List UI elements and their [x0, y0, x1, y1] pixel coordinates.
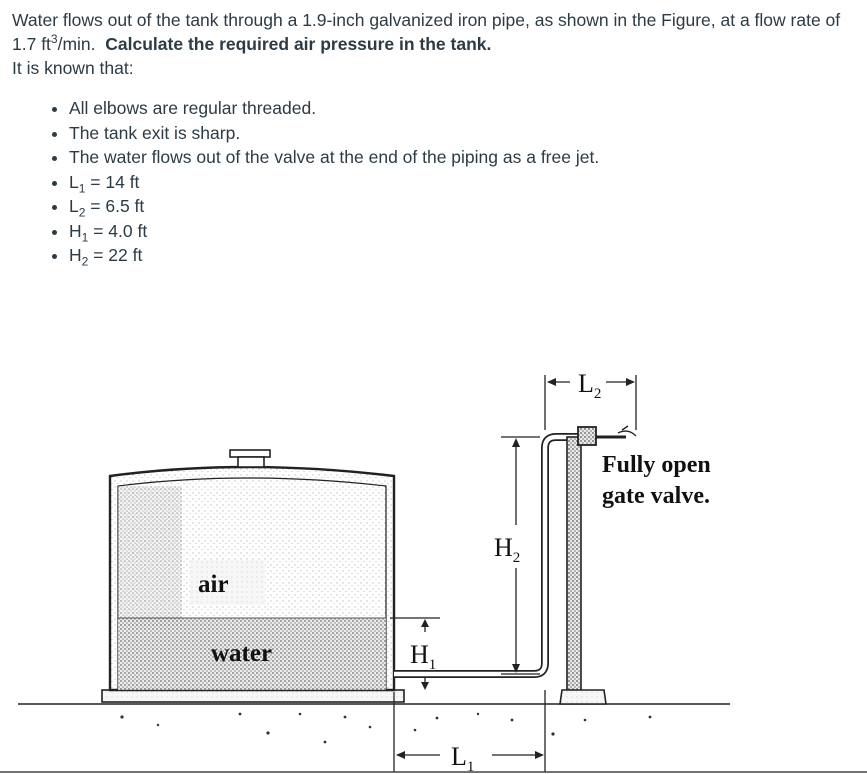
condition-item	[69, 243, 857, 268]
condition-symbol: H	[69, 220, 82, 241]
condition-item	[69, 219, 857, 244]
pipe-horizontal-inner	[394, 437, 584, 674]
problem-statement	[12, 8, 857, 268]
tank-left-wall-texture	[118, 486, 182, 626]
intro-text: Water flows out of the tank through a 1.9-inch galvanized iron pipe, as shown in the Figure, at a flow rate of 1.7 ft	[12, 10, 841, 54]
condition-text: All elbows are regular threaded.	[69, 98, 317, 118]
known-label: It is known that:	[12, 58, 134, 78]
condition-item	[69, 194, 857, 219]
air-label: air	[198, 571, 229, 598]
condition-value: = 14 ft	[85, 171, 140, 192]
tank-foundation	[102, 690, 404, 702]
condition-subscript: 2	[81, 254, 89, 269]
condition-item	[69, 145, 857, 170]
condition-item	[69, 121, 857, 146]
valve-label-line1: Fully open	[602, 452, 711, 478]
tank-piping-figure	[0, 350, 867, 774]
intro-text-unit: /min.	[57, 34, 96, 54]
question-text: Calculate the required air pressure in the tank.	[105, 34, 492, 54]
intro-exponent: 3	[50, 32, 58, 47]
condition-subscript: 1	[81, 230, 89, 244]
pipe-horizontal	[394, 437, 584, 674]
pipe-support-column	[567, 437, 581, 692]
condition-symbol: L	[69, 171, 79, 192]
condition-text: The tank exit is sharp.	[69, 122, 241, 143]
gate-valve-icon	[578, 426, 636, 445]
condition-subscript: 1	[78, 181, 86, 195]
l2-label: $L_2$	[578, 369, 602, 402]
condition-symbol: H	[69, 245, 82, 265]
ground-dots	[120, 713, 651, 744]
condition-item	[69, 96, 857, 121]
condition-subscript: 2	[78, 205, 86, 220]
h1-label: $H_1$	[410, 640, 437, 673]
l1-label: $L_1$	[451, 742, 475, 774]
condition-value: = 22 ft	[88, 245, 143, 265]
condition-value: = 6.5 ft	[85, 196, 145, 216]
tank-hatch	[230, 450, 270, 467]
valve-label-line2: gate valve.	[602, 483, 710, 509]
h2-label: $H_2$	[494, 533, 521, 566]
condition-text: The water flows out of the valve at the end of the piping as a free jet.	[69, 147, 600, 167]
conditions-list	[12, 96, 857, 268]
support-base	[560, 690, 606, 704]
condition-item	[69, 170, 857, 195]
water-label: water	[211, 640, 273, 667]
condition-symbol: L	[69, 196, 79, 216]
problem-intro	[12, 8, 857, 56]
condition-value: = 4.0 ft	[88, 220, 148, 241]
